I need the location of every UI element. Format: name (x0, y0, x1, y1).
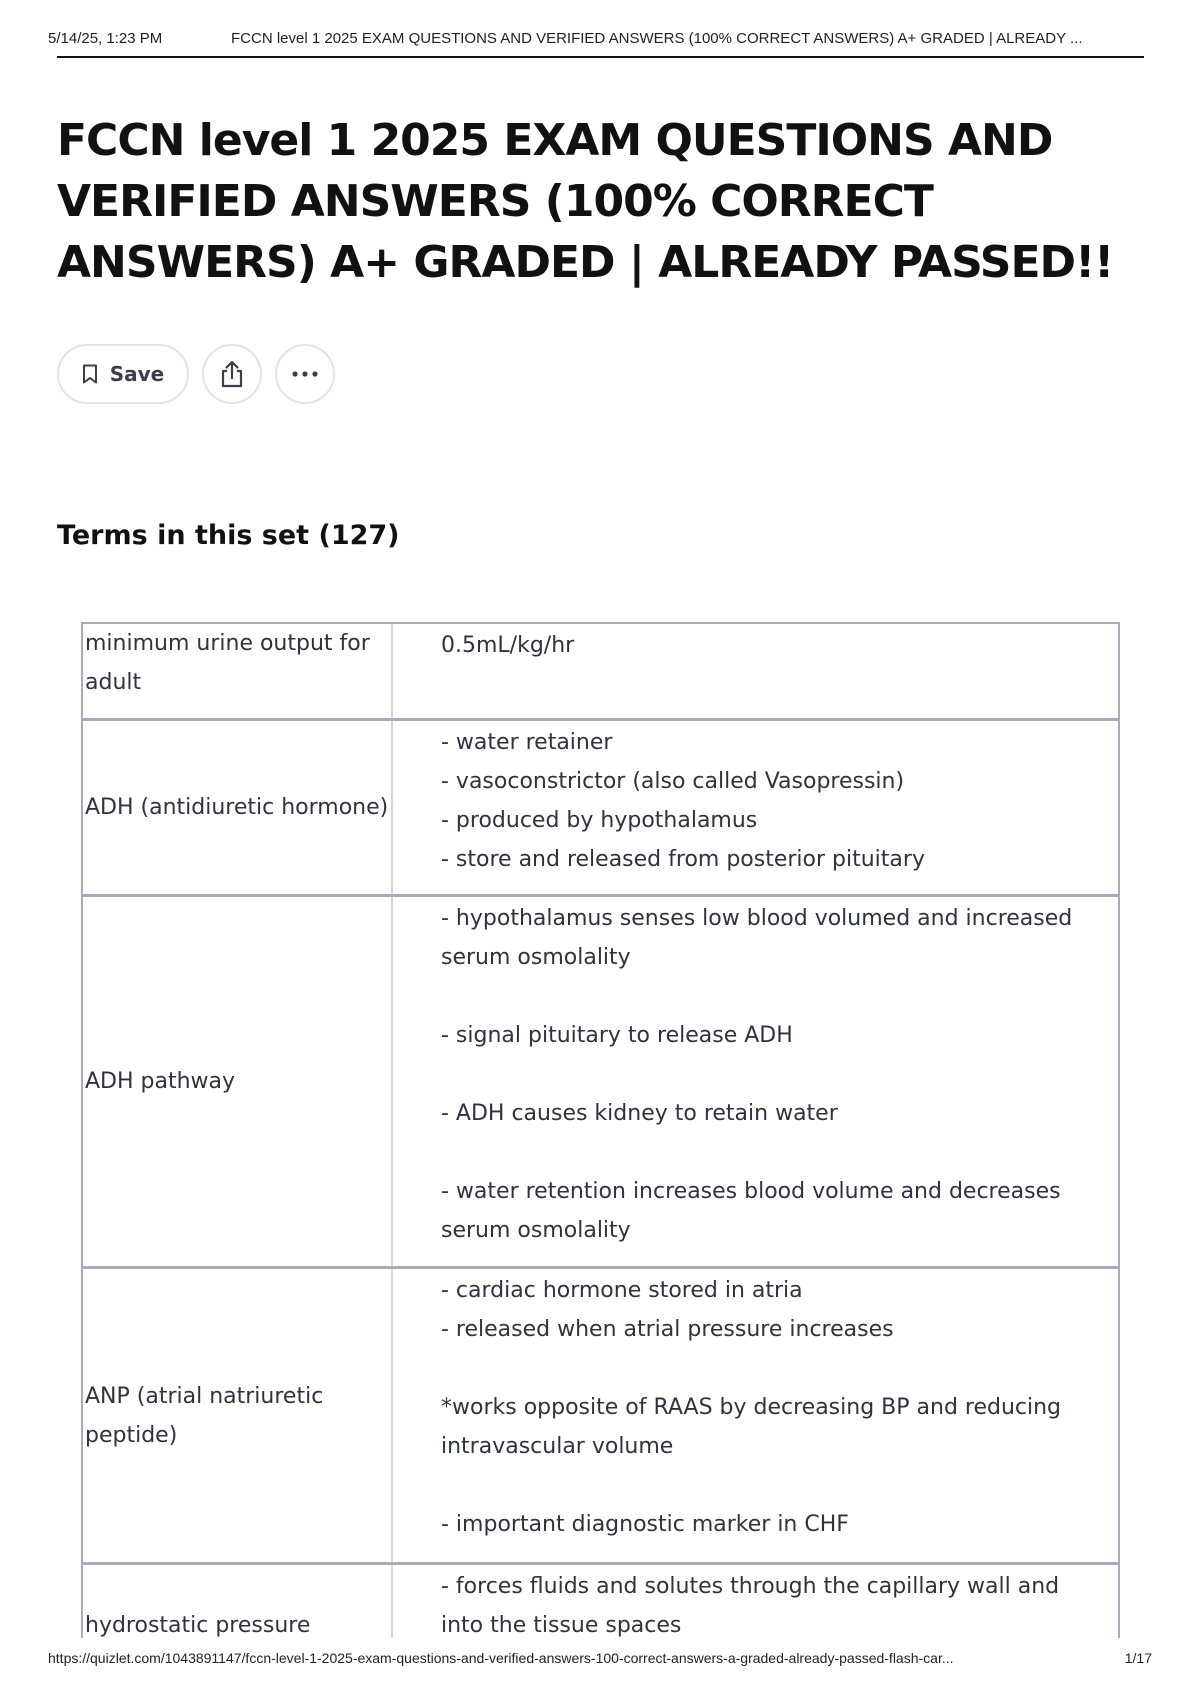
definition-line (441, 977, 1078, 1016)
definition-line: - cardiac hormone stored in atria (441, 1278, 803, 1303)
term-row (83, 1269, 1118, 1565)
share-button[interactable] (202, 344, 262, 404)
definition-line: - water retention increases blood volume and decreases serum osmolality (441, 1179, 1068, 1243)
term-row (83, 897, 1118, 1269)
term-cell (83, 897, 393, 1266)
term-row (83, 1565, 1118, 1638)
term-cell (83, 721, 393, 894)
print-datetime: 5/14/25, 1:23 PM (48, 30, 163, 47)
term-text: ADH (antidiuretic hormone) (85, 795, 389, 820)
term-cell (83, 1565, 393, 1638)
definition-line: - hypothalamus senses low blood volumed and increased serum osmolality (441, 906, 1080, 970)
definition-line: - forces fluids and solutes through the capillary wall and into the tissue spaces (441, 1574, 1067, 1638)
term-cell (83, 1269, 393, 1562)
share-icon (219, 360, 245, 388)
definition-line: - water retainer (441, 730, 613, 755)
definition-line (441, 1466, 1078, 1505)
definition-cell (393, 721, 1118, 894)
save-button[interactable] (57, 344, 189, 404)
term-row (83, 721, 1118, 897)
definition-line: - vasoconstrictor (also called Vasopressin) (441, 769, 905, 794)
print-doc-title: FCCN level 1 2025 EXAM QUESTIONS AND VERIFIED ANSWERS (100% CORRECT ANSWERS) A+ GRADED | ALREADY ... (231, 30, 1083, 47)
definition-cell (393, 897, 1118, 1266)
header-divider (57, 56, 1144, 58)
definition-line: - released when atrial pressure increases (441, 1317, 894, 1342)
print-url: https://quizlet.com/1043891147/fccn-level-1-2025-exam-questions-and-verified-answers-100-correct-answers-a-graded-already-passed-flash-car... (48, 1650, 954, 1666)
definition-line: - produced by hypothalamus (441, 808, 758, 833)
definition-cell (393, 1565, 1118, 1638)
print-footer (48, 1650, 1152, 1672)
term-text: hydrostatic pressure (85, 1612, 311, 1638)
terms-table (81, 622, 1120, 1638)
term-cell (83, 624, 393, 718)
definition-line: 0.5mL/kg/hr (441, 633, 575, 658)
definition-line: - ADH causes kidney to retain water (441, 1101, 838, 1126)
definition-line (441, 1133, 1078, 1172)
term-row (83, 624, 1118, 721)
page-number: 1/17 (1124, 1650, 1152, 1666)
definition-line: - signal pituitary to release ADH (441, 1023, 793, 1048)
definition-line (441, 1055, 1078, 1094)
save-button-label: Save (109, 362, 165, 386)
term-text: ANP (atrial natriuretic peptide) (85, 1383, 324, 1448)
more-options-button[interactable] (275, 344, 335, 404)
definition-line: *works opposite of RAAS by decreasing BP and reducing intravascular volume (441, 1395, 1069, 1459)
print-header (48, 30, 1152, 58)
term-text: ADH pathway (85, 1069, 236, 1094)
definition-cell (393, 624, 1118, 718)
bookmark-icon (82, 364, 98, 384)
definition-cell (393, 1269, 1118, 1562)
terms-heading: Terms in this set (127) (57, 520, 400, 551)
more-icon (291, 370, 319, 378)
page-title: FCCN level 1 2025 EXAM QUESTIONS AND VERIFIED ANSWERS (100% CORRECT ANSWERS) A+ GRADED | ALREADY PASSED!! (57, 115, 1114, 288)
definition-line: - store and released from posterior pituitary (441, 847, 925, 872)
definition-line (441, 1349, 1078, 1388)
term-text: minimum urine output for adult (85, 631, 370, 695)
definition-line: - important diagnostic marker in CHF (441, 1512, 849, 1537)
